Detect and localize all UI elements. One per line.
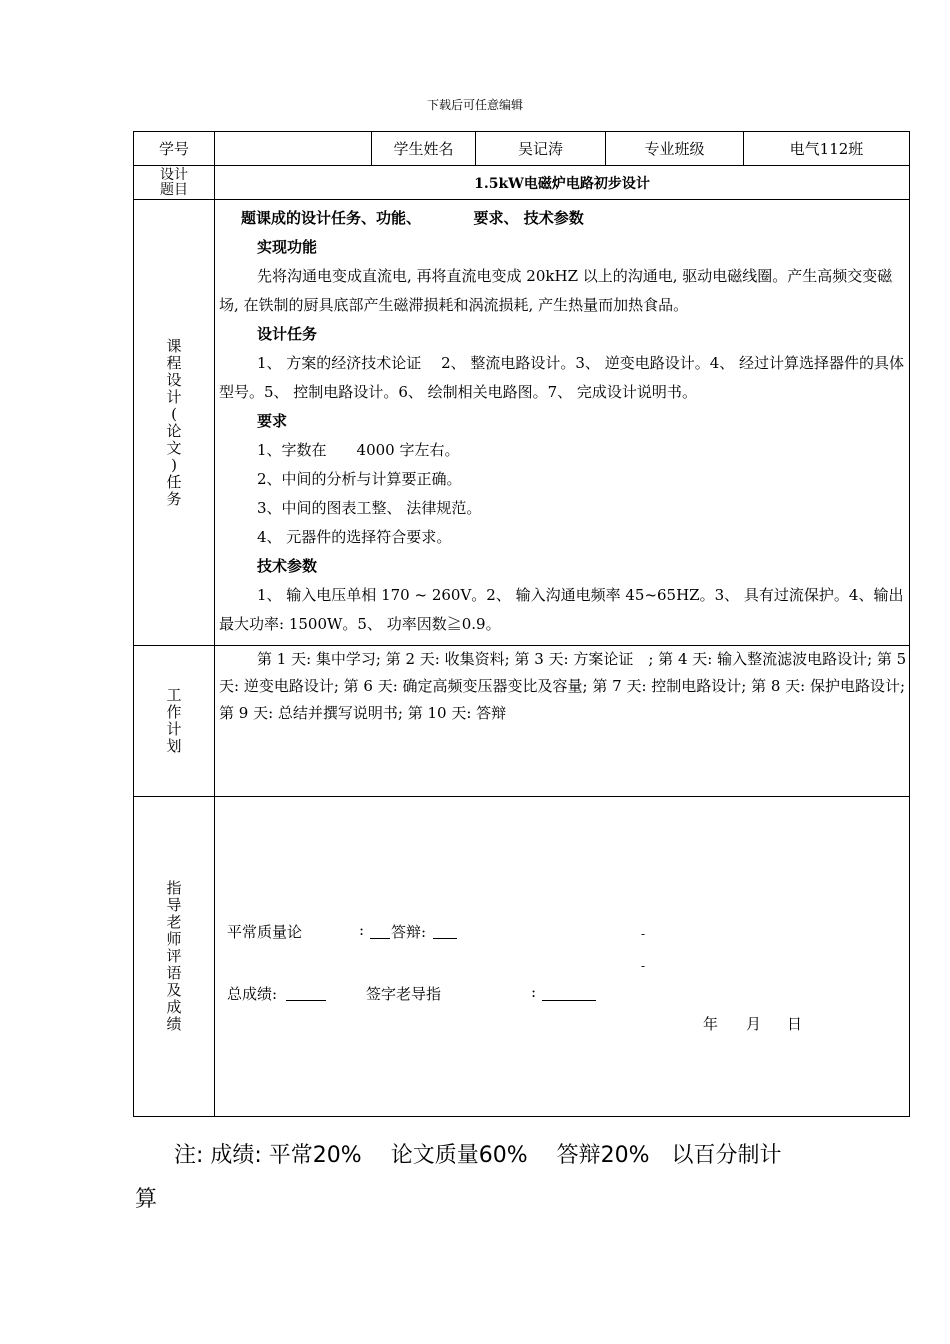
teacher-label [134,797,215,1117]
teacher-label-char: 指 [166,879,182,897]
colon: : [359,921,365,939]
teacher-label-char: 及 [166,981,182,999]
function-heading: 实现功能 [257,238,318,256]
requirement-item: 3、中间的图表工整、 法律规范。 [257,499,482,517]
design-task-form [133,131,910,1117]
dash-mark: - [641,927,646,941]
plan-label-char: 计 [166,720,182,738]
design-text: 1、 方案的经济技术论证 2、 整流电路设计。3、 逆变电路设计。4、 经过计算选择器件的具体型号。5、 控制电路设计。6、 绘制相关电路图。7、 完成设计说明书。 [219,354,905,401]
defense-score-blank[interactable] [433,924,457,939]
regular-score-blank[interactable] [370,924,390,939]
task-label-char: 任 [166,472,182,491]
plan-label-char: 工 [166,686,182,704]
teacher-label-char: 语 [166,964,182,982]
teacher-label-char: 成 [166,998,182,1016]
task-label-char: 文 [166,438,182,457]
total-score-blank[interactable] [286,986,326,1001]
info-row [134,132,910,166]
plan-label-char: 划 [166,737,182,755]
student-name-value[interactable]: 吴记涛 [476,132,606,166]
date-day: 日 [787,1015,803,1033]
task-label-char: ( [171,404,177,423]
tech-params-text: 1、 输入电压单相 170 ~ 260V。2、 输入沟通电频率 45~65HZ。3、 具有过流保护。4、输出最大功率: 1500W。5、 功率因数≧0.9。 [219,586,904,633]
task-heading: 题课成的设计任务、功能、 要求、 技术参数 [241,209,584,227]
total-score-label: 总成绩: [227,985,278,1003]
title-label-line2: 题目 [160,181,188,198]
teacher-label-char: 绩 [166,1015,182,1033]
title-label [134,166,215,200]
header-note: 下载后可任意编辑 [426,98,523,112]
student-id-value[interactable] [215,132,372,166]
footnote: 注: 成绩: 平常20% 论文质量60% 答辩20% 以百分制计 [174,1143,782,1168]
task-label-char: 课 [166,336,182,355]
task-label-char: ) [171,455,177,474]
class-value[interactable]: 电气112班 [744,132,910,166]
title-value[interactable]: 1.5kW电磁炉电路初步设计 [215,166,910,200]
task-label-char: 论 [166,421,182,440]
task-row [134,200,910,646]
teacher-label-char: 评 [166,947,182,965]
date-month: 月 [746,1015,762,1033]
requirement-item: 2、中间的分析与计算要正确。 [257,470,462,488]
requirement-item: 4、 元器件的选择符合要求。 [257,528,452,546]
student-name-label: 学生姓名 [372,132,476,166]
title-row [134,166,910,200]
tech-params-heading: 技术参数 [257,557,318,575]
date-year: 年 [703,1015,719,1033]
task-label [134,200,215,646]
teacher-content[interactable] [215,797,910,1117]
plan-label-char: 作 [166,703,182,721]
teacher-sign-label: 签字老导指 [366,985,442,1003]
function-text: 先将沟通电变成直流电, 再将直流电变成 20kHZ 以上的沟通电, 驱动电磁线圈。产生高频交变磁场, 在铁制的厨具底部产生磁滞损耗和涡流损耗, 产生热量而加热食品。 [219,267,893,314]
plan-row [134,646,910,797]
plan-label [134,646,215,797]
dash-mark: - [641,959,646,973]
regular-score-label: 平常质量论 [227,923,303,941]
teacher-label-char: 老 [166,913,182,931]
task-label-char: 设 [166,370,182,389]
title-label-line1: 设计 [160,166,188,183]
task-label-char: 程 [166,353,182,372]
teacher-sign-blank[interactable] [542,986,596,1001]
teacher-row [134,797,910,1117]
class-label: 专业班级 [606,132,744,166]
plan-text: 第 1 天: 集中学习; 第 2 天: 收集资料; 第 3 天: 方案论证 ; 第 4 天: 输入整流滤波电路设计; 第 5 天: 逆变电路设计; 第 6 天: 确定高频变压器变比及容量; 第 7 天: 控制电路设计; 第 8 天: 保护电路设计; 第 9 天: 总结并撰写说明书; 第 10 天: 答辩 [219,650,907,722]
requirements-heading: 要求 [257,412,288,430]
teacher-label-char: 导 [166,896,182,914]
task-label-char: 计 [166,387,182,406]
task-content[interactable] [215,200,910,646]
requirement-item: 1、字数在 4000 字左右。 [257,441,460,459]
colon: : [531,983,537,1001]
footnote-continuation: 算 [135,1187,158,1212]
defense-label: 答辩: [391,923,427,941]
design-heading: 设计任务 [257,325,318,343]
student-id-label: 学号 [134,132,215,166]
teacher-label-char: 师 [166,930,182,948]
task-label-char: 务 [166,489,182,508]
plan-content[interactable] [215,646,910,797]
